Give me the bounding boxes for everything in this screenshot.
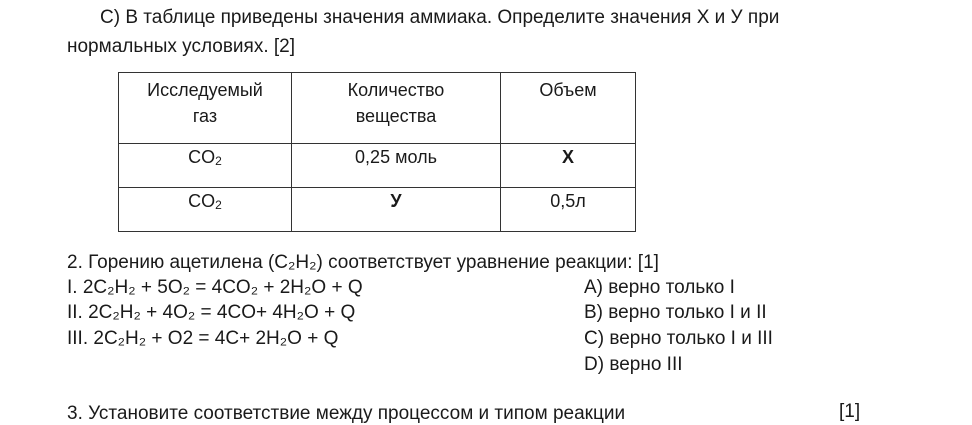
option-d: D) верно III <box>584 354 683 375</box>
cell-gas: $CO_2$ <box>119 144 292 188</box>
question3-score: [1] <box>839 401 861 422</box>
option-a: A) верно только I <box>584 277 735 298</box>
gas-table <box>118 72 636 232</box>
option-b: B) верно только I и II <box>584 302 767 323</box>
header-volume: Объем <box>501 73 636 144</box>
table-row <box>119 188 636 232</box>
task-c-line1: С) В таблице приведены значения аммиака. Определите значения Х и У при <box>100 7 780 28</box>
cell-gas: $CO_2$ <box>119 188 292 232</box>
header-gas: Исследуемый газ <box>119 73 292 144</box>
equation-1: I. 2C₂H₂ + 5O₂ = 4CO₂ + 2H₂O + Q <box>67 277 363 298</box>
cell-volume: Х <box>501 144 636 188</box>
option-c: C) верно только I и III <box>584 328 773 349</box>
cell-amount: 0,25 моль <box>292 144 501 188</box>
cell-volume: 0,5л <box>501 188 636 232</box>
question2-title: 2. Горению ацетилена (C₂H₂) соответствует уравнение реакции: [1] <box>67 252 659 273</box>
table-header-row <box>119 73 636 144</box>
equation-2: II. 2C₂H₂ + 4O₂ = 4CO+ 4H₂O + Q <box>67 302 356 323</box>
cell-amount: У <box>292 188 501 232</box>
header-amount: Количество вещества <box>292 73 501 144</box>
table-row <box>119 144 636 188</box>
question3-title: 3. Установите соответствие между процессом и типом реакции <box>67 403 626 424</box>
equation-3: III. 2C₂H₂ + O2 = 4C+ 2H₂O + Q <box>67 328 339 349</box>
task-c-line2: нормальных условиях. [2] <box>67 36 295 57</box>
